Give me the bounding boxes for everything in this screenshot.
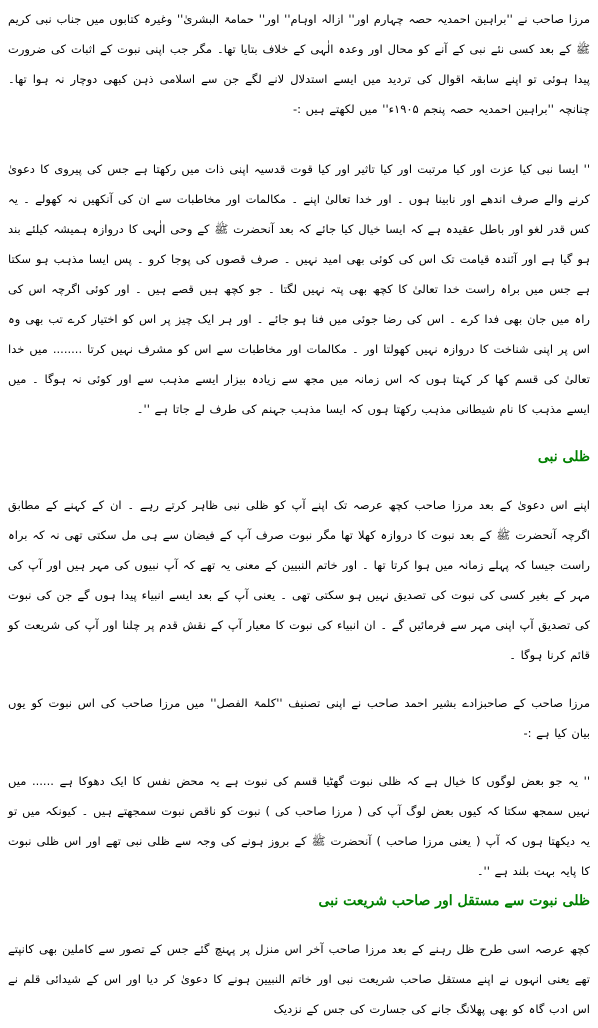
section-heading-mustaqil-nabi: ظلی نبوت سے مستقل اور صاحب شریعت نبی — [318, 893, 590, 909]
spacer — [8, 748, 590, 766]
intro-paragraph: مرزا صاحب نے ''براہین احمدیہ حصہ چہارم اور'' ازالہ اوہام'' اور'' حمامۃ البشریٰ'' وغیرہ کتابوں میں جناب نبی کریم ﷺ کے بعد کسی نئے نبی کے آنے کو محال اور وعدہ الٰہی کے خلاف بتایا تھا۔ مگر جب اپنی نبوت کے اثبات کی ضرورت پیدا ہوئی تو اپنے سابقہ اقوال کی تردید میں ایسے استدلال لانے لگے جن سے اسلامی ذہن کبھی دوچار نہ ہوا تھا۔ چنانچہ ''براہین احمدیہ حصہ پنجم ۱۹۰۵ء'' میں لکھتے ہیں :- — [8, 12, 590, 116]
section-heading-zilli-nabi: ظلی نبی — [537, 449, 590, 465]
son-statement-paragraph: مرزا صاحب کے صاحبزادے بشیر احمد صاحب نے اپنی تصنیف ''کلمۃ الفصل'' میں مرزا صاحب کی اس نبوت کو یوں بیان کیا ہے :- — [8, 696, 590, 740]
zilli-nabi-paragraph: اپنے اس دعویٰ کے بعد مرزا صاحب کچھ عرصہ تک اپنے آپ کو ظلی نبی ظاہر کرتے رہے ۔ ان کے کہنے کے مطابق اگرچہ آنحضرت ﷺ کے بعد نبوت کا دروازہ کھلا تھا مگر نبوت صرف آپ کے فیضان سے ہی مل سکتی تھی نہ کہ براہ راست جیسا کہ پہلے زمانہ میں ہوا کرتا تھا ۔ اور خاتم النبیین کے معنی یہ تھے کہ آپ نبیوں کی مہر ہیں اور آپ کی مہر کے بغیر کسی کی نبوت کی تصدیق نہیں ہو سکتی تھی ۔ یعنی آپ کے بعد ایسے انبیاء پیدا ہوں گے جن کی نبوت کی تصدیق آپ اپنی مہر سے فرمائیں گے ۔ ان انبیاء کی نبوت کا معیار آپ کے نقش قدم پر چلنا اور آپ کی شریعت کو قائم کرنا ہوگا ۔ — [8, 498, 590, 662]
spacer — [8, 670, 590, 688]
spacer — [8, 124, 590, 154]
spacer — [8, 472, 590, 490]
closing-paragraph: کچھ عرصہ اسی طرح ظل رہنے کے بعد مرزا صاحب آخر اس منزل پر پہنچ گئے جس کے تصور سے کاملین بھی کانپتے تھے یعنی انہوں نے اپنے مستقل صاحب شریعت نبی اور خاتم النبیین ہونے کا دعویٰ کر دیا اور اس کے شیدائی قلم نے اس ادب گاہ کو بھی پھلانگ جانے کی جسارت کی جس کے نزدیک — [8, 942, 590, 1016]
kalimatul-fasl-quote: '' یہ جو بعض لوگوں کا خیال ہے کہ ظلی نبوت گھٹیا قسم کی نبوت ہے یہ محض نفس کا ایک دھوکا ہے ...... میں نہیں سمجھ سکتا کہ کیوں بعض لوگ آپ کی ( مرزا صاحب کی ) نبوت کو ناقص نبوت سمجھتے ہیں ۔ کیونکہ میں تو یہ دیکھتا ہوں کہ آپ ( یعنی مرزا صاحب ) آنحضرت ﷺ کے بروز ہونے کی وجہ سے ظلی نبی تھے اور اس ظلی نبوت کا پایہ بہت بلند ہے ''۔ — [8, 774, 590, 878]
spacer — [8, 424, 590, 442]
spacer — [8, 916, 590, 934]
quote-paragraph: '' ایسا نبی کیا عزت اور کیا مرتبت اور کیا تاثیر اور کیا قوت قدسیہ اپنی ذات میں رکھتا ہے جس کی پیروی کا دعویٰ کرنے والے صرف اندھے اور نابینا ہوں ۔ اور خدا تعالیٰ اپنے ۔ مکالمات اور مخاطبات سے ان کی آنکھیں نہ کھولے ۔ یہ کس قدر لغو اور باطل عقیدہ ہے کہ ایسا خیال کیا جائے کہ بعد آنحضرت ﷺ کے وحی الٰہی کا دروازہ ہمیشہ کیلئے بند ہو گیا ہے اور آئندہ قیامت تک اس کی کوئی بھی امید نہیں ۔ صرف قصوں کی پوجا کرو ۔ پس ایسا مذہب ہو سکتا ہے جس میں براہ راست خدا تعالیٰ کا کچھ بھی پتہ نہیں لگتا ۔ جو کچھ ہیں قصے ہیں ۔ اور کوئی اگرچہ اس کی راہ میں جان بھی فدا کرے ۔ اس کی رضا جوئی میں فنا ہو جائے ۔ اور ہر ایک چیز پر اس کو اختیار کرے تب بھی وہ اس پر اپنی شناخت کا دروازہ نہیں کھولتا اور ۔ مکالمات اور مخاطبات سے اس کو مشرف نہیں کرتا ........ میں خدا تعالیٰ کی قسم کھا کر کہتا ہوں کہ اس زمانہ میں مجھ سے زیادہ بیزار ایسے مذہب سے اور کوئی نہ ہوگا ۔ میں ایسے مذہب کا نام شیطانی مذہب رکھتا ہوں کہ ایسا مذہب جہنم کی طرف لے جاتا ہے ''۔ — [8, 162, 590, 416]
document-page — [8, 4, 590, 1024]
